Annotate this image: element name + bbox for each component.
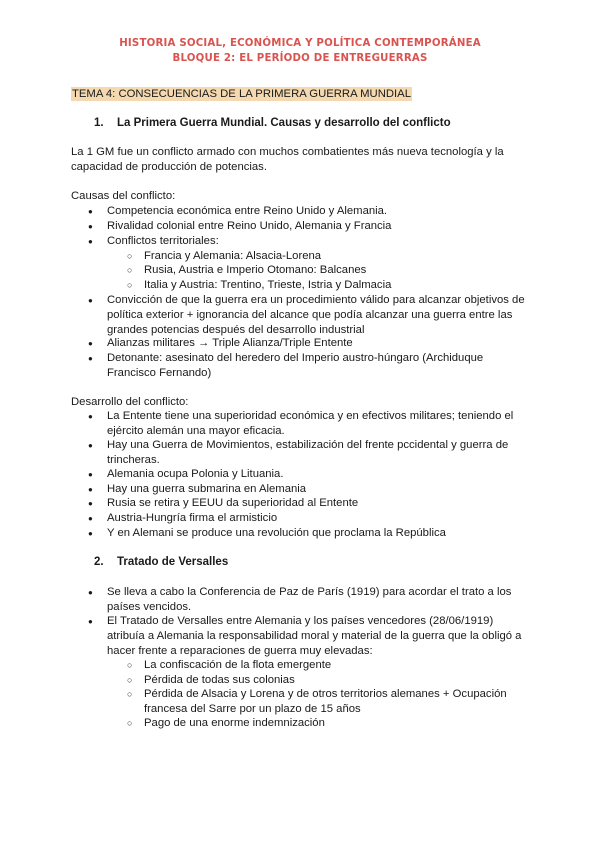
list-item: ● Austria-Hungría firma el armisticio [107, 511, 527, 526]
list-item: ● Rusia se retira y EEUU da superioridad al Entente [107, 496, 527, 511]
sub-list-item: ○ Pérdida de todas sus colonias [144, 673, 524, 688]
list-item: ● El Tratado de Versalles entre Alemania y los países vencedores (28/06/1919) atribuía a Alemania la responsabilidad moral y material de la guerra que la obligó a hacer frente a reparaciones de guerra muy elevadas: [107, 614, 527, 659]
development-label: Desarrollo del conflicto: [71, 396, 189, 408]
list-item: ● Rivalidad colonial entre Reino Unido, Alemania y Francia [107, 219, 527, 234]
sub-list-item: ○ Italia y Austria: Trentino, Trieste, Istria y Dalmacia [144, 278, 524, 293]
list-item: ● Se lleva a cabo la Conferencia de Paz de París (1919) para acordar el trato a los países vencidos. [107, 585, 527, 615]
list-item: ● Convicción de que la guerra era un procedimiento válido para alcanzar objetivos de política exterior + ignorancia del alcance que podía alcanzar una guerra entre las grandes potencias después del desarrollo industrial [107, 293, 527, 338]
section-number: 1. [94, 117, 104, 129]
section-title: Tratado de Versalles [117, 556, 229, 568]
sub-list-item: ○ Pérdida de Alsacia y Lorena y de otros territorios alemanes + Ocupación francesa del Sarre por un plazo de 15 años [144, 687, 524, 717]
list-item: ● Detonante: asesinato del heredero del Imperio austro-húngaro (Archiduque Francisco Fernando) [107, 351, 527, 381]
list-item: ● Y en Alemani se produce una revolución que proclama la República [107, 526, 527, 541]
block-title: BLOQUE 2: EL PERÍODO DE ENTREGUERRAS [172, 53, 428, 64]
course-title: HISTORIA SOCIAL, ECONÓMICA Y POLÍTICA CONTEMPORÁNEA [119, 38, 481, 49]
sub-list-item: ○ Pago de una enorme indemnización [144, 716, 524, 731]
section-title: La Primera Guerra Mundial. Causas y desarrollo del conflicto [117, 117, 451, 129]
list-item: ● Competencia económica entre Reino Unido y Alemania. [107, 204, 527, 219]
causes-label: Causas del conflicto: [71, 190, 176, 202]
sub-list-item: ○ La confiscación de la flota emergente [144, 658, 524, 673]
section-number: 2. [94, 556, 104, 568]
list-item: ● Hay una guerra submarina en Alemania [107, 482, 527, 497]
list-item: ● La Entente tiene una superioridad económica y en efectivos militares; teniendo el ejército alemán una mayor eficacia. [107, 409, 527, 439]
intro-paragraph: La 1 GM fue un conflicto armado con muchos combatientes más nueva tecnología y la capacidad de producción de potencias. [71, 146, 504, 173]
sub-list-item: ○ Francia y Alemania: Alsacia-Lorena [144, 249, 524, 264]
list-item: ● Alemania ocupa Polonia y Lituania. [107, 467, 527, 482]
list-item: ● Alianzas militares → Triple Alianza/Triple Entente [107, 336, 527, 351]
topic-heading: TEMA 4: CONSECUENCIAS DE LA PRIMERA GUERRA MUNDIAL [72, 88, 411, 100]
list-item: ● Conflictos territoriales: [107, 234, 527, 249]
sub-list-item: ○ Rusia, Austria e Imperio Otomano: Balcanes [144, 263, 524, 278]
list-item: ● Hay una Guerra de Movimientos, estabilización del frente pccidental y guerra de trincheras. [107, 438, 527, 468]
